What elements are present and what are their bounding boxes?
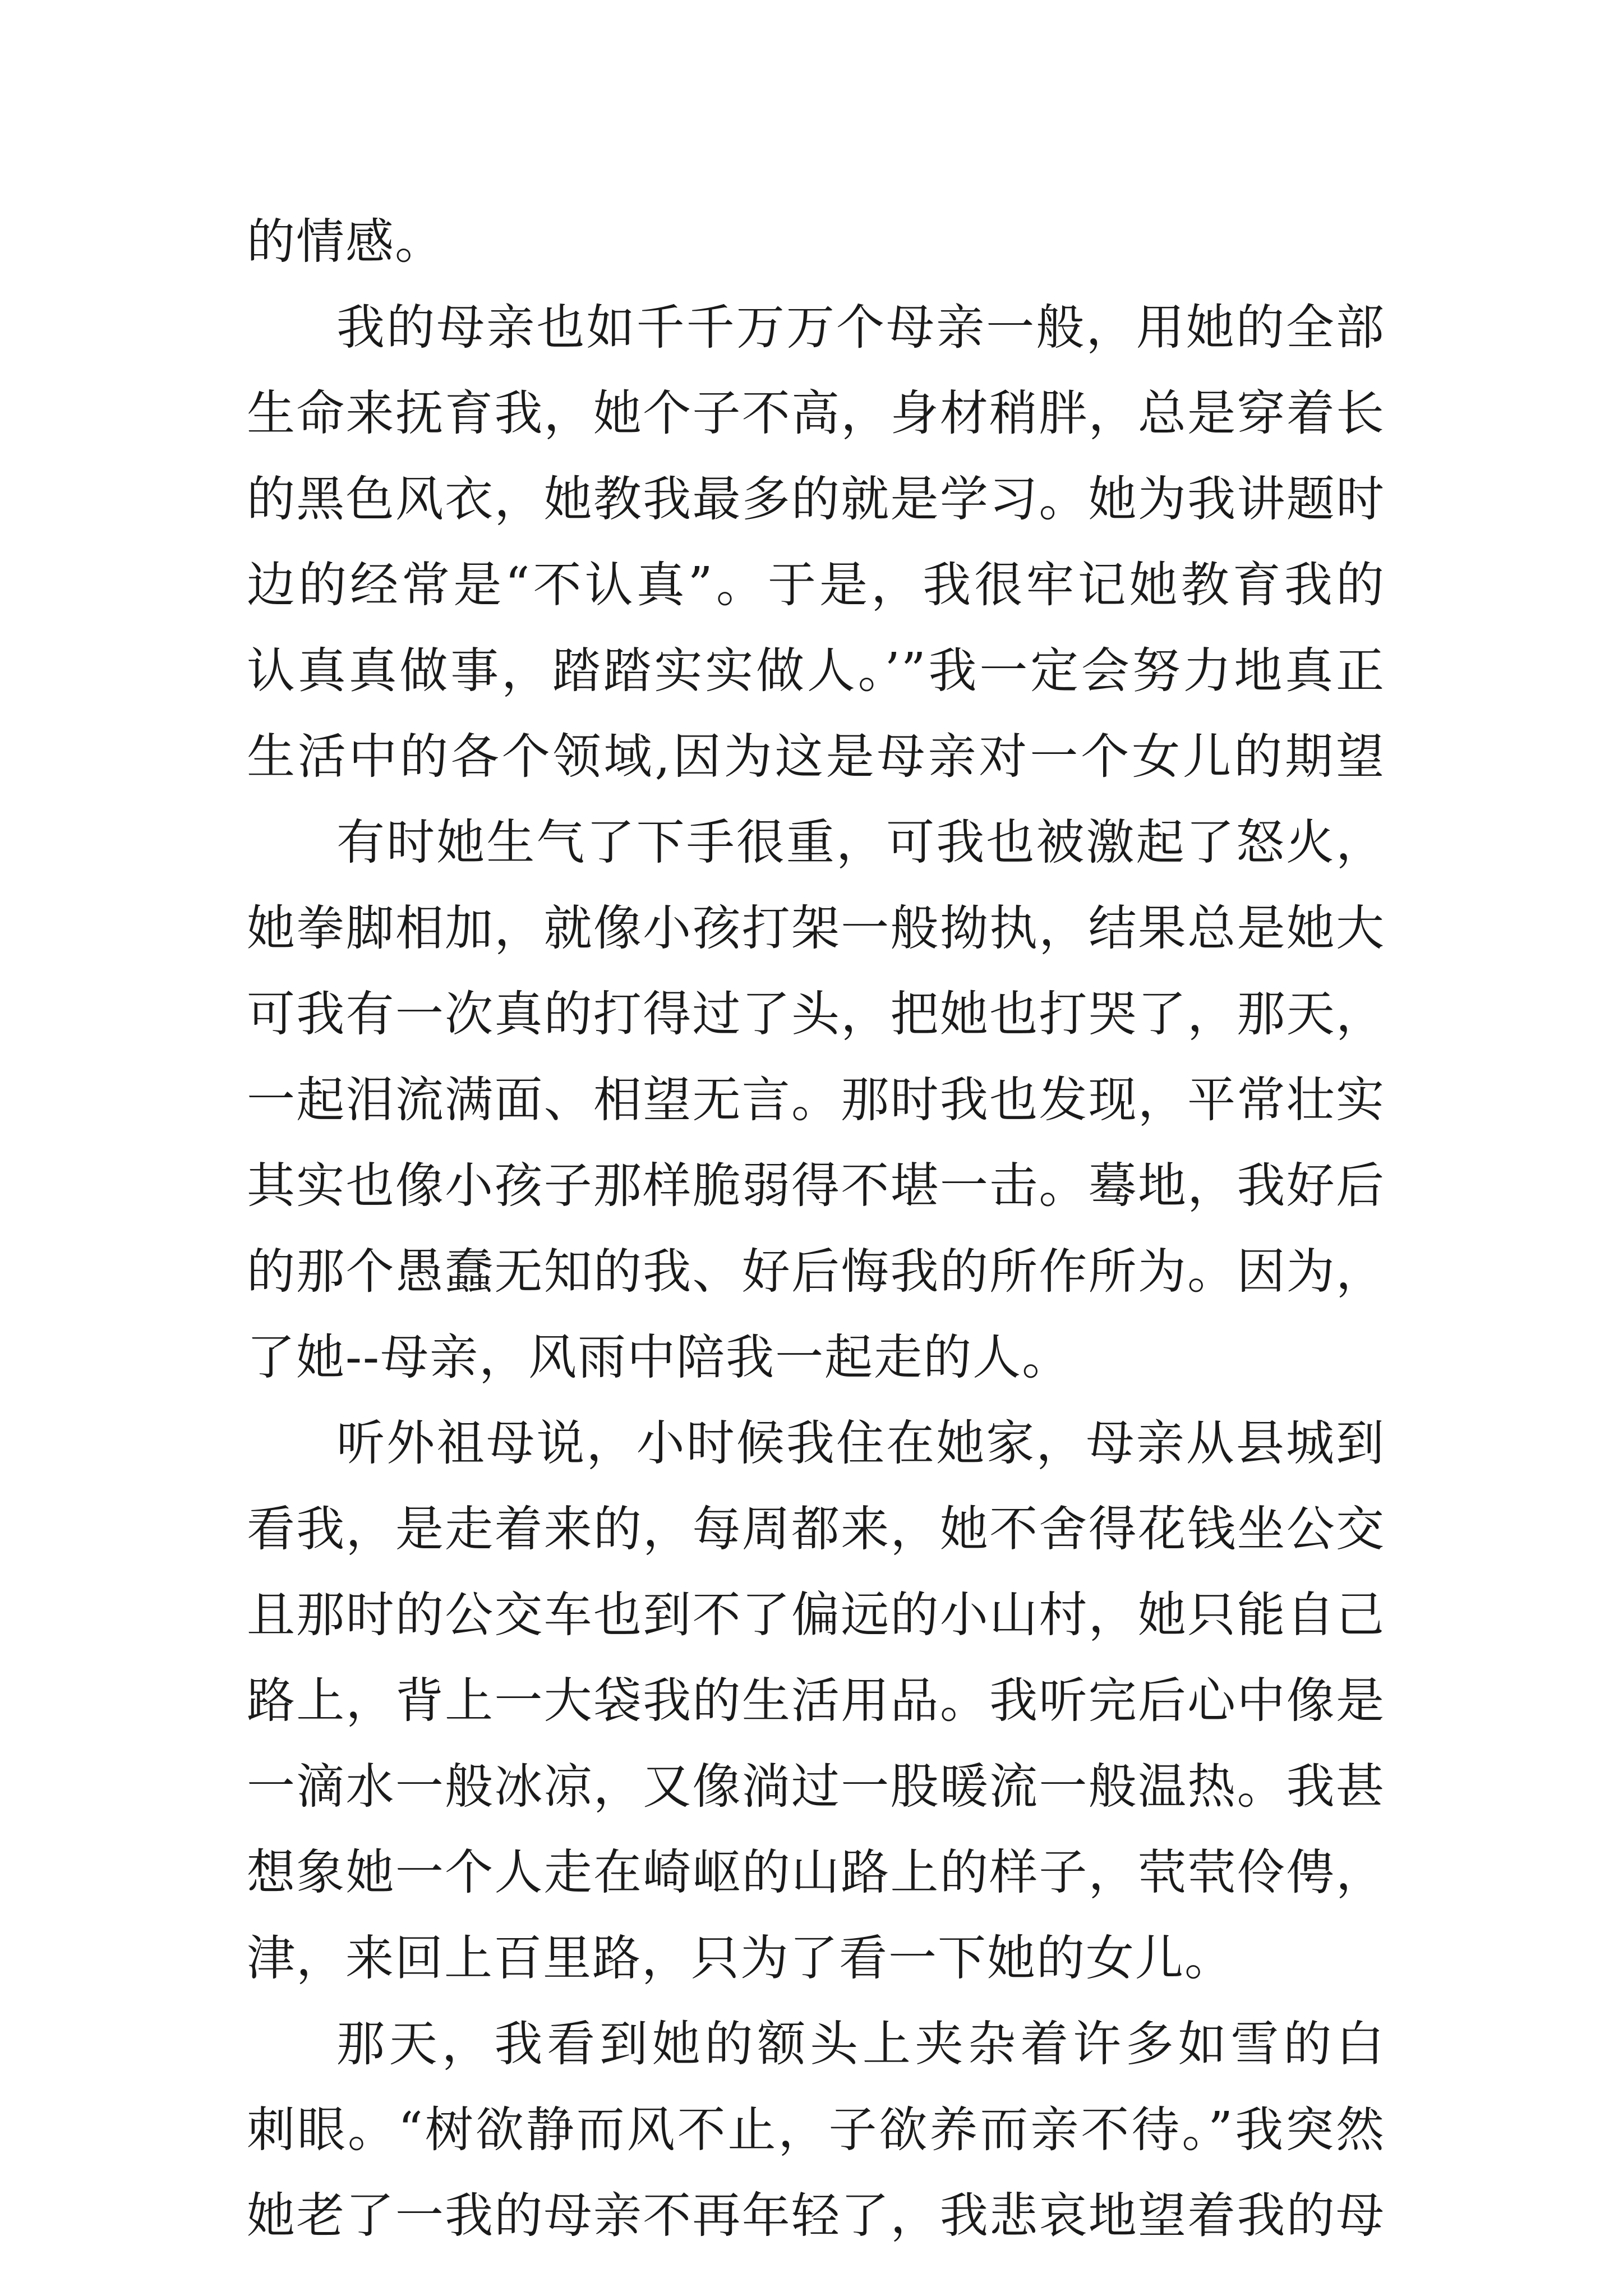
text-line: 生活中的各个领域,因为这是母亲对一个女儿的期望 (247, 729, 1385, 785)
text-line: 可我有一次真的打得过了头，把她也打哭了，那天， (247, 986, 1385, 1042)
text-line: 她老了一我的母亲不再年轻了，我悲哀地望着我的母 (247, 2188, 1385, 2244)
text-line: 想象她一个人走在崎岖的山路上的样子，茕茕伶俜， (247, 1844, 1385, 1901)
text-line: 边的经常是“不认真”。于是，我很牢记她教育我的 (247, 557, 1385, 613)
text-line: 路上，背上一大袋我的生活用品。我听完后心中像是 (247, 1673, 1385, 1729)
text-line: 听外祖母说，小时候我住在她家，母亲从县城到 (336, 1415, 1385, 1471)
text-line: 其实也像小孩子那样脆弱得不堪一击。蓦地，我好后 (247, 1158, 1385, 1214)
text-line: 我的母亲也如千千万万个母亲一般，用她的全部 (336, 300, 1385, 356)
text-line: 看我，是走着来的，每周都来，她不舍得花钱坐公交 (247, 1501, 1385, 1557)
text-line: 的黑色风衣，她教我最多的就是学习。她为我讲题时 (247, 471, 1385, 527)
text-line: 的情感。 (247, 214, 444, 270)
text-line: 她拳脚相加，就像小孩打架一般拗执，结果总是她大 (247, 900, 1385, 956)
body-text (247, 199, 1385, 2259)
text-line: 那天，我看到她的额头上夹杂着许多如雪的白 (336, 2016, 1385, 2072)
text-line: 刺眼。“树欲静而风不止，子欲养而亲不待。”我突然 (247, 2102, 1385, 2158)
text-line: 津，来回上百里路，只为了看一下她的女儿。 (247, 1930, 1234, 1986)
text-line: 有时她生气了下手很重，可我也被激起了怒火， (336, 815, 1385, 871)
text-line: 认真真做事，踏踏实实做人。’”我一定会努力地真正 (247, 643, 1385, 699)
text-line: 一起泪流满面、相望无言。那时我也发现，平常壮实 (247, 1072, 1385, 1128)
text-line: 了她--母亲，风雨中陪我一起走的人。 (247, 1329, 1072, 1386)
text-line: 生命来抚育我，她个子不高，身材稍胖，总是穿着长 (247, 385, 1385, 441)
text-line: 一滴水一般冰凉，又像淌过一股暖流一般温热。我甚 (247, 1759, 1385, 1815)
text-line: 的那个愚蠢无知的我、好后悔我的所作所为。因为， (247, 1244, 1385, 1300)
text-line: 且那时的公交车也到不了偏远的小山村，她只能自己 (247, 1587, 1385, 1643)
